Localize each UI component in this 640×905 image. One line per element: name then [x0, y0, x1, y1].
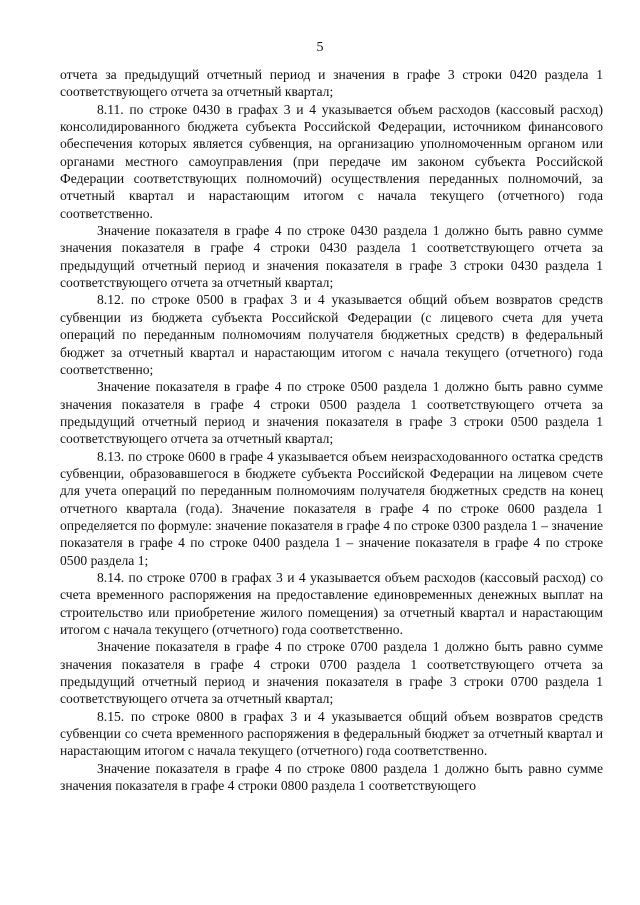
- paragraph-0800-rule: Значение показателя в графе 4 по строке 0800 раздела 1 должно быть равно сумме значения показателя в графе 4 строки 0800 раздела 1 соответствующего: [60, 760, 603, 794]
- document-body: [60, 66, 603, 794]
- page-number: 5: [316, 40, 324, 55]
- paragraph-continuation: отчета за предыдущий отчетный период и значения в графе 3 строки 0420 раздела 1 соответствующего отчета за отчетный квартал;: [60, 67, 603, 100]
- paragraph-8-15: 8.15. по строке 0800 в графах 3 и 4 указывается общий объем возвратов средств субвенции со счета временного распоряжения в федеральный бюджет за отчетный квартал и нарастающим итогом с начала текущего (отчетного) года соответственно.: [60, 708, 603, 759]
- paragraph-8-13: 8.13. по строке 0600 в графе 4 указывается объем неизрасходованного остатка средств субвенции, образовавшегося в бюджете субъекта Российской Федерации на лицевом счете для учета операций по переданным полномочиям получателя бюджетных средств на конец отчетного квартала (года). Значение показателя в графе 4 по строке 0600 раздела 1 определяется по формуле: значение показателя в графе 4 по строке 0300 раздела 1 – значение показателя в графе 4 по строке 0400 раздела 1 – значение показателя в графе 4 по строке 0500 раздела 1;: [60, 448, 603, 568]
- paragraph-8-11: 8.11. по строке 0430 в графах 3 и 4 указывается объем расходов (кассовый расход) консолидированного бюджета субъекта Российской Федерации, источником финансового обеспечения которых является субвенция, на организацию уполномоченным органом или органами местного самоуправления (при передаче им законом субъекта Российской Федерации соответствующих полномочий) осуществления переданных полномочий, за отчетный квартал и нарастающим итогом с начала текущего (отчетного) года соответственно.: [60, 101, 603, 221]
- paragraph-0500-rule: Значение показателя в графе 4 по строке 0500 раздела 1 должно быть равно сумме значения показателя в графе 4 строки 0500 раздела 1 соответствующего отчета за предыдущий отчетный период и значения показателя в графе 3 строки 0500 раздела 1 соответствующего отчета за отчетный квартал;: [60, 379, 603, 447]
- paragraph-8-14: 8.14. по строке 0700 в графах 3 и 4 указывается объем расходов (кассовый расход) со счета временного распоряжения на предоставление единовременных денежных выплат на строительство или приобретение жилого помещения) за отчетный квартал и нарастающим итогом с начала текущего (отчетного) года соответственно.: [60, 569, 603, 637]
- paragraph-8-12: 8.12. по строке 0500 в графах 3 и 4 указывается общий объем возвратов средств субвенции из бюджета субъекта Российской Федерации (с лицевого счета для учета операций по переданным полномочиям получателя бюджетных средств) в федеральный бюджет за отчетный квартал и нарастающим итогом с начала текущего (отчетного) года соответственно;: [60, 292, 603, 377]
- paragraph-0700-rule: Значение показателя в графе 4 по строке 0700 раздела 1 должно быть равно сумме значения показателя в графе 4 строки 0700 раздела 1 соответствующего отчета за предыдущий отчетный период и значения показателя в графе 3 строки 0700 раздела 1 соответствующего отчета за отчетный квартал;: [60, 639, 603, 707]
- paragraph-0430-rule: Значение показателя в графе 4 по строке 0430 раздела 1 должно быть равно сумме значения показателя в графе 4 строки 0430 раздела 1 соответствующего отчета за предыдущий отчетный период и значения показателя в графе 3 строки 0430 раздела 1 соответствующего отчета за отчетный квартал;: [60, 223, 603, 291]
